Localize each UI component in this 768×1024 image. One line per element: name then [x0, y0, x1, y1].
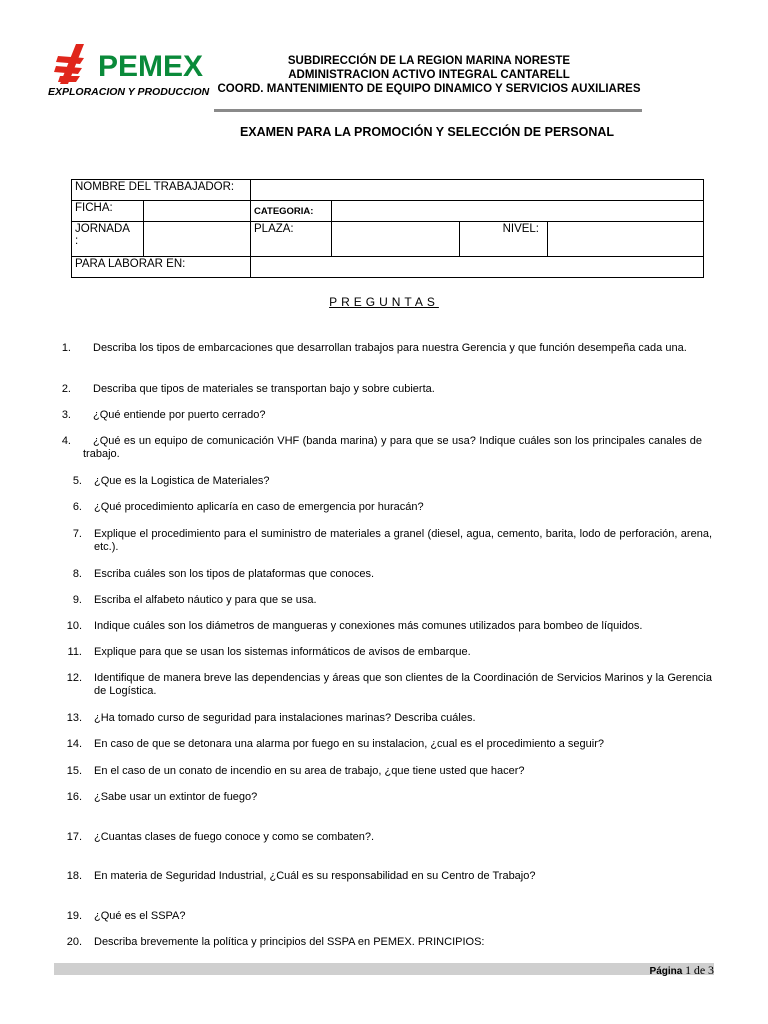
header-organization	[214, 54, 644, 96]
question-item	[60, 712, 712, 740]
question-text: Explique para que se usan los sistemas informáticos de avisos de embarque.	[94, 646, 471, 658]
question-text: ¿Qué procedimiento aplicaría en caso de emergencia por huracán?	[94, 501, 424, 513]
question-number: 7.	[72, 528, 82, 540]
question-number: 3.	[61, 409, 71, 421]
page-indicator	[650, 963, 714, 978]
question-item	[54, 435, 712, 463]
question-item	[60, 765, 712, 793]
ficha-label: FICHA:	[72, 201, 144, 222]
question-number: 10.	[66, 620, 82, 632]
question-text: En el caso de un conato de incendio en su area de trabajo, ¿que tiene usted que hacer?	[94, 765, 525, 777]
question-item	[60, 620, 712, 648]
question-text: En materia de Seguridad Industrial, ¿Cuál es su responsabilidad en su Centro de Trabajo?	[94, 870, 536, 882]
question-number: 5.	[72, 475, 82, 487]
question-text: ¿Ha tomado curso de seguridad para instalaciones marinas? Describa cuáles.	[94, 712, 476, 724]
question-item	[60, 831, 712, 859]
question-number: 17.	[66, 831, 82, 843]
page-total: 3	[708, 963, 714, 977]
laborar-label: PARA LABORAR EN:	[72, 257, 251, 278]
jornada-label: JORNADA :	[72, 222, 144, 257]
question-text: Describa que tipos de materiales se transportan bajo y sobre cubierta.	[93, 383, 435, 395]
question-number: 1.	[61, 342, 71, 354]
question-item	[60, 910, 712, 938]
question-text: Escriba cuáles son los tipos de plataformas que conoces.	[94, 568, 375, 580]
question-number: 18.	[66, 870, 82, 882]
header-line-2: ADMINISTRACION ACTIVO INTEGRAL CANTARELL	[288, 69, 570, 81]
question-item	[60, 646, 712, 674]
question-text: Describa los tipos de embarcaciones que desarrollan trabajos para nuestra Gerencia y que función desempeña cada una.	[93, 342, 687, 354]
nivel-field[interactable]	[548, 222, 704, 257]
question-text: Explique el procedimiento para el suministro de materiales a granel (diesel, agua, cemento, barita, lodo de perforación, arena, etc.).	[94, 528, 712, 553]
ficha-field[interactable]	[144, 201, 251, 222]
question-item	[54, 409, 712, 437]
question-item	[60, 738, 712, 766]
question-item	[54, 383, 712, 411]
exam-title: EXAMEN PARA LA PROMOCIÓN Y SELECCIÓN DE PERSONAL	[239, 125, 615, 139]
nombre-field[interactable]	[251, 180, 704, 201]
question-text: ¿Que es la Logistica de Materiales?	[94, 475, 270, 487]
logo-wordmark: PEMEX	[98, 50, 204, 83]
question-text: ¿Qué entiende por puerto cerrado?	[93, 409, 266, 421]
question-number: 19.	[66, 910, 82, 922]
question-number: 15.	[66, 765, 82, 777]
page-of: de	[693, 963, 706, 977]
question-number: 6.	[72, 501, 82, 513]
question-item	[54, 342, 712, 370]
question-number: 12.	[66, 672, 82, 684]
question-number: 4.	[61, 435, 71, 447]
question-item	[60, 870, 712, 898]
question-text: Identifique de manera breve las dependencias y áreas que son clientes de la Coordinación de Servicios Marinos y la Gerencia de Logística.	[94, 672, 712, 697]
categoria-field[interactable]	[332, 201, 704, 222]
question-text: ¿Qué es un equipo de comunicación VHF (banda marina) y para que se usa? Indique cuáles son los principales canales de trabajo.	[83, 435, 702, 460]
categoria-label: CATEGORIA:	[251, 201, 332, 222]
pemex-logo	[46, 44, 214, 100]
plaza-field[interactable]	[332, 222, 460, 257]
question-item	[60, 936, 712, 964]
question-number: 11.	[67, 646, 82, 658]
footer-bar	[54, 963, 714, 975]
question-text: ¿Cuantas clases de fuego conoce y como se combaten?.	[94, 831, 375, 843]
page-label: Página	[649, 966, 683, 977]
question-item	[60, 672, 712, 700]
question-number: 8.	[72, 568, 82, 580]
header-line-3: COORD. MANTENIMIENTO DE EQUIPO DINAMICO Y SERVICIOS AUXILIARES	[217, 83, 641, 95]
question-item	[60, 594, 712, 622]
question-text: Indique cuáles son los diámetros de mangueras y conexiones más comunes utilizados para bombeo de líquidos.	[94, 620, 643, 632]
employee-info-table	[71, 179, 704, 278]
plaza-label: PLAZA:	[251, 222, 332, 257]
section-title-preguntas: PREGUNTAS	[329, 295, 439, 309]
question-text: Describa brevemente la política y principios del SSPA en PEMEX. PRINCIPIOS:	[94, 936, 485, 948]
header-divider	[214, 109, 642, 112]
question-number: 20.	[66, 936, 82, 948]
jornada-field[interactable]	[144, 222, 251, 257]
nivel-label: NIVEL:	[460, 222, 548, 257]
question-item	[60, 475, 712, 503]
question-item	[60, 528, 712, 556]
header-line-1: SUBDIRECCIÓN DE LA REGION MARINA NORESTE	[287, 55, 571, 67]
question-number: 13.	[66, 712, 82, 724]
question-text: ¿Sabe usar un extintor de fuego?	[94, 791, 258, 803]
logo-subtitle: EXPLORACION Y PRODUCCION	[48, 86, 210, 98]
question-text: Escriba el alfabeto náutico y para que se usa.	[94, 594, 317, 606]
pemex-eagle-icon	[54, 44, 100, 86]
question-text: ¿Qué es el SSPA?	[94, 910, 186, 922]
question-number: 16.	[66, 791, 82, 803]
question-text: En caso de que se detonara una alarma por fuego en su instalacion, ¿cual es el procedimiento a seguir?	[94, 738, 604, 750]
laborar-field[interactable]	[251, 257, 704, 278]
question-item	[60, 791, 712, 819]
question-item	[60, 501, 712, 529]
question-number: 9.	[72, 594, 82, 606]
question-item	[60, 568, 712, 596]
question-number: 14.	[66, 738, 82, 750]
question-number: 2.	[61, 383, 71, 395]
page-current: 1	[685, 963, 692, 977]
nombre-label: NOMBRE DEL TRABAJADOR:	[72, 180, 251, 201]
